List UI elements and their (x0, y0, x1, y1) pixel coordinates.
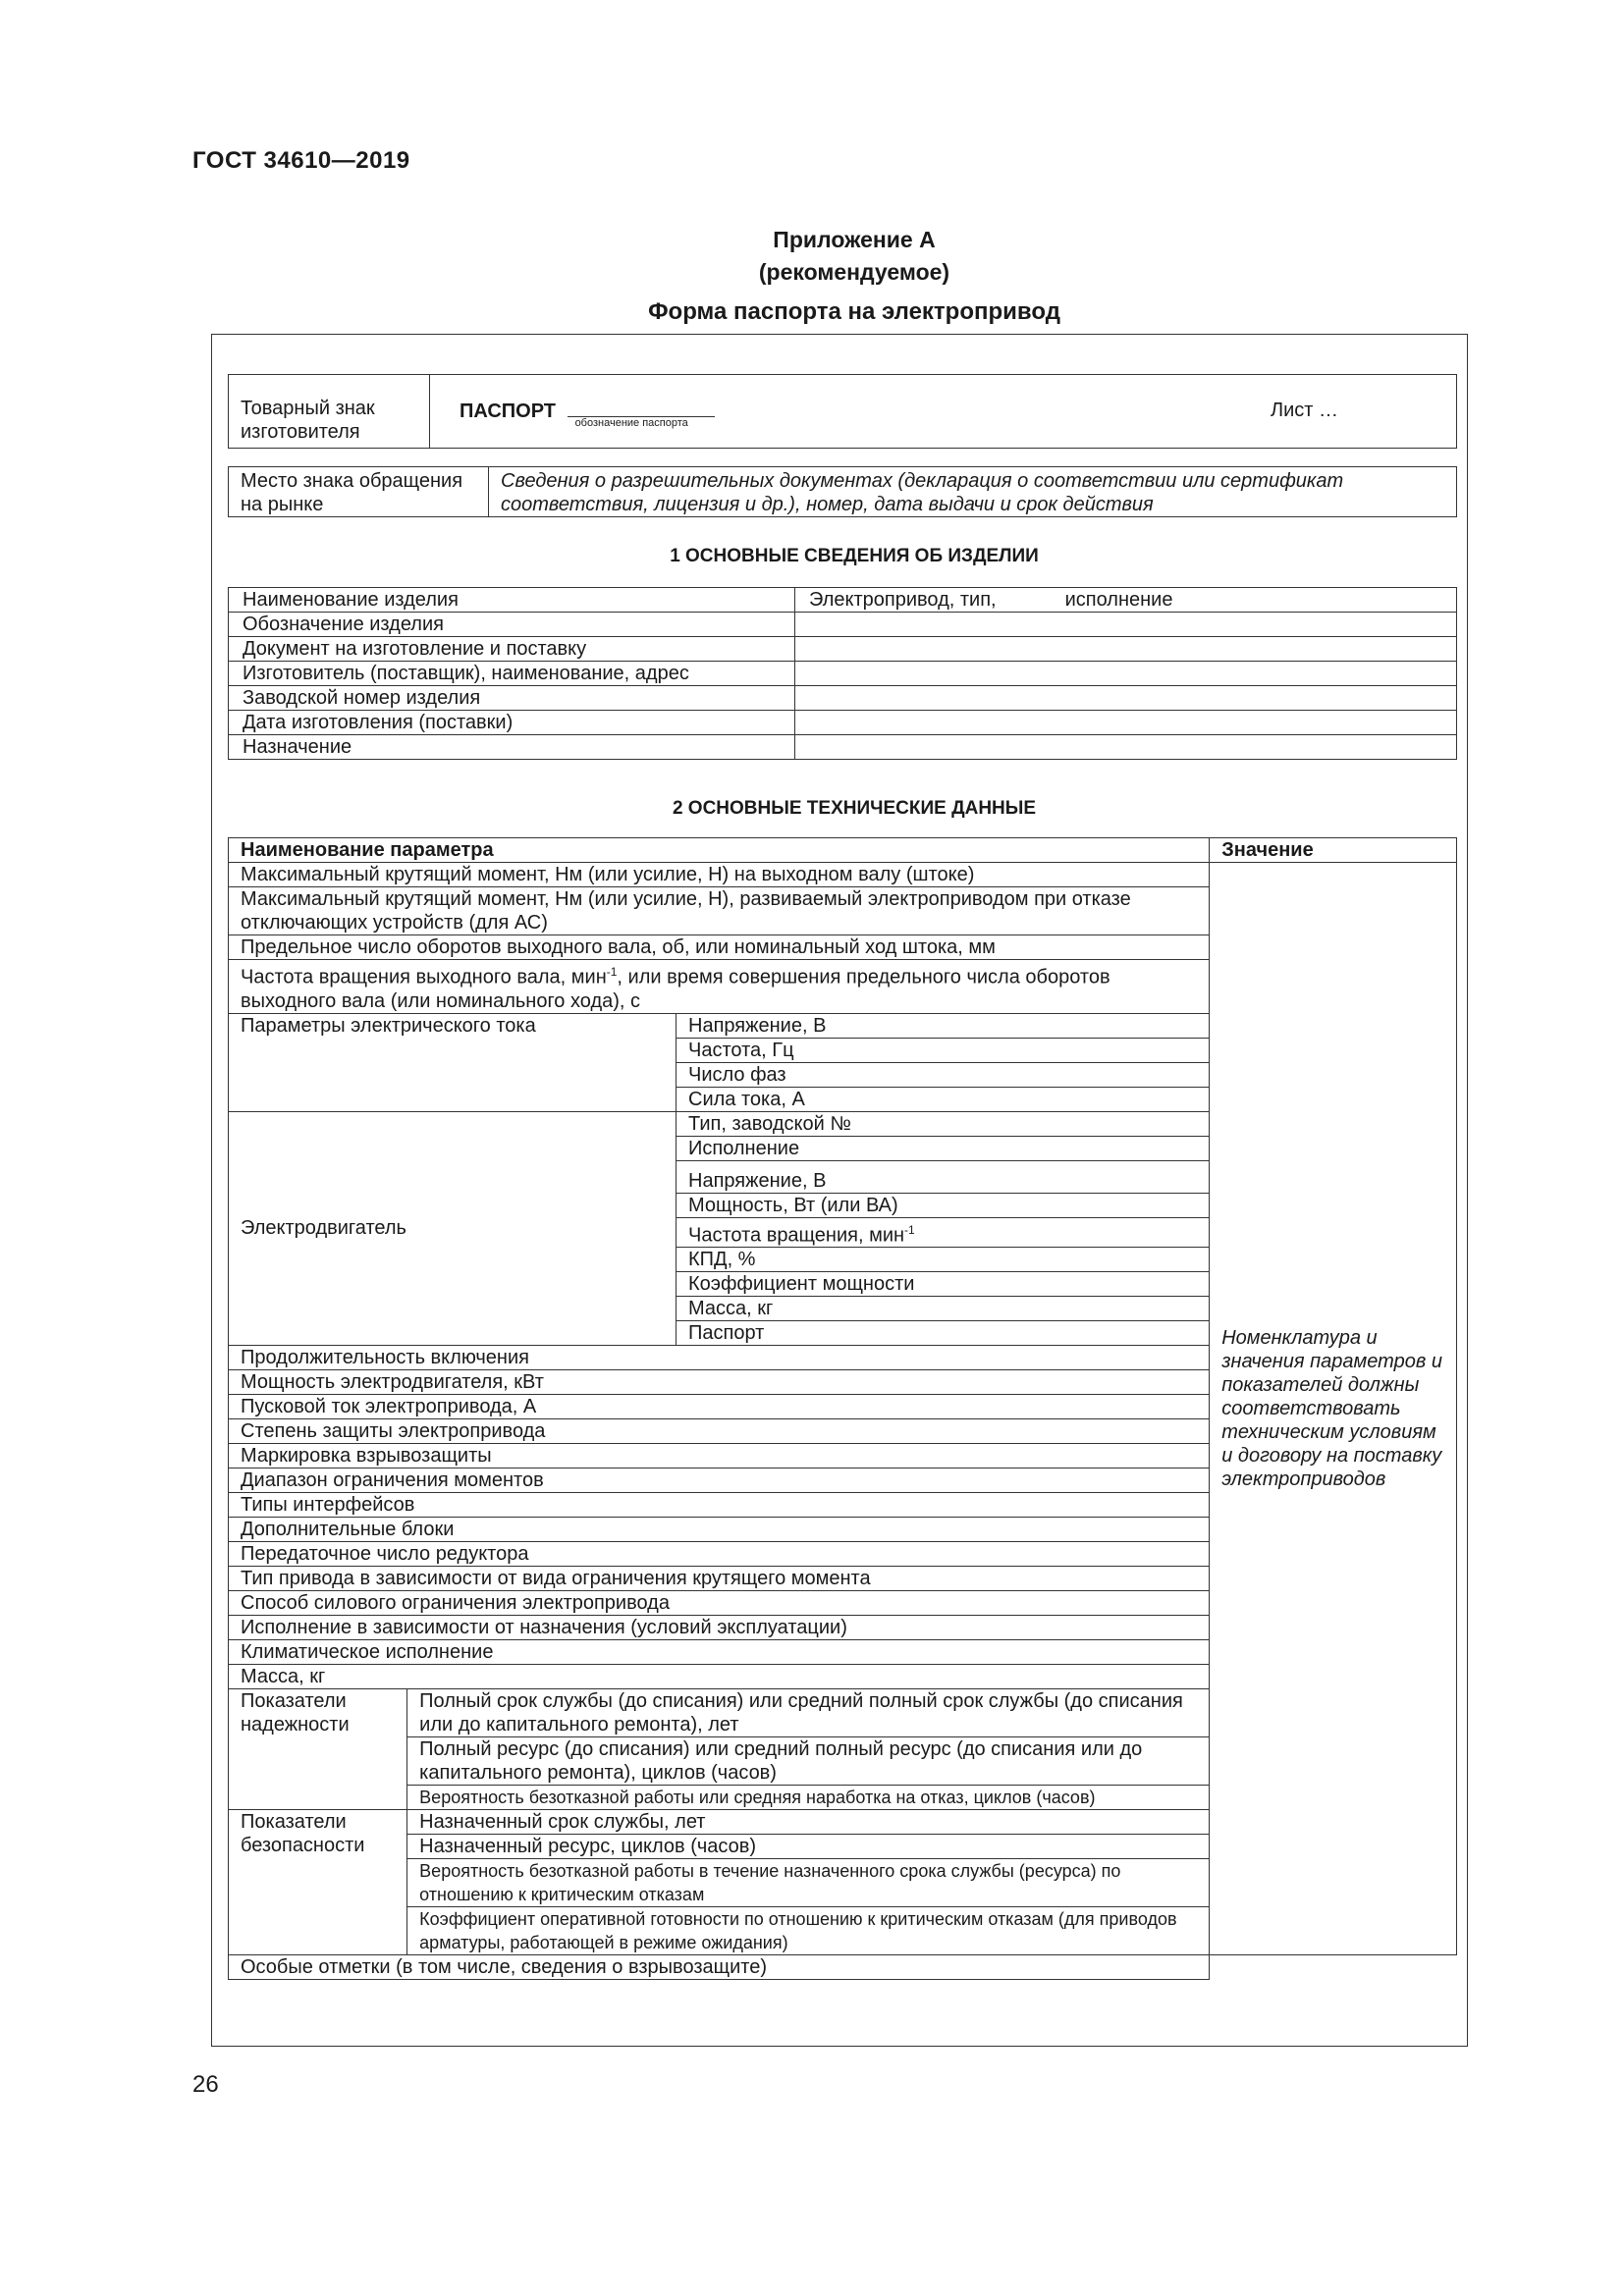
product-type-label: Электропривод, тип, (809, 589, 997, 611)
param-label: Максимальный крутящий момент, Нм (или усилие, Н) на выходном валу (штоке) (229, 863, 1210, 887)
param-row (229, 1955, 1457, 1980)
param-label: Степень защиты электропривода (229, 1419, 1210, 1444)
info-value[interactable] (795, 662, 1457, 686)
passport-label: ПАСПОРТ (460, 400, 556, 422)
info-label: Наименование изделия (229, 588, 795, 613)
sub-param-label: Коэффициент мощности (677, 1272, 1210, 1297)
appendix-subtitle: (рекомендуемое) (758, 259, 950, 285)
group-label-safety: Показатели безопасности (229, 1810, 407, 1955)
trademark-cell (229, 375, 430, 449)
group-label-reliability: Показатели надежности (229, 1689, 407, 1810)
passport-title-cell (430, 375, 1457, 449)
param-label: Предельное число оборотов выходного вала, об, или номинальный ход штока, мм (229, 935, 1210, 960)
sub-param-label: Мощность, Вт (или ВА) (677, 1193, 1210, 1217)
info-value[interactable] (795, 637, 1457, 662)
info-label: Изготовитель (поставщик), наименование, адрес (229, 662, 795, 686)
param-label-speed (229, 960, 1210, 1014)
param-label: Продолжительность включения (229, 1346, 1210, 1370)
info-label: Документ на изготовление и поставку (229, 637, 795, 662)
info-label: Назначение (229, 735, 795, 760)
sub-param-label: Полный срок службы (до списания) или средний полный срок службы (до списания или до капитального ремонта), лет (407, 1689, 1210, 1737)
designation-underline (568, 399, 715, 429)
sheet-label: Лист … (1270, 400, 1338, 421)
group-label-motor: Электродвигатель (229, 1111, 677, 1346)
permits-text: Сведения о разрешительных документах (декларация о соответствии или сертификат соответствия, лицензия и др.), номер, дата выдачи и срок действия (501, 470, 1344, 515)
info-value[interactable] (795, 686, 1457, 711)
value-note-cell (1210, 863, 1457, 1955)
param-row (229, 838, 1457, 863)
param-label: Исполнение в зависимости от назначения (условий эксплуатации) (229, 1616, 1210, 1640)
param-label: Маркировка взрывозащиты (229, 1444, 1210, 1468)
speed-exponent: -1 (606, 965, 618, 979)
section2-table (228, 837, 1457, 1980)
info-row (229, 711, 1457, 735)
info-label: Заводской номер изделия (229, 686, 795, 711)
market-sign-cell (229, 467, 489, 517)
param-column-header: Наименование параметра (229, 838, 1210, 863)
info-value[interactable] (795, 711, 1457, 735)
sub-param-label: Сила тока, А (677, 1087, 1210, 1111)
sub-param-label: Назначенный ресурс, циклов (часов) (407, 1835, 1210, 1859)
form-title: Форма паспорта на электропривод (648, 298, 1060, 325)
info-row (229, 735, 1457, 760)
section1-table (228, 587, 1457, 760)
info-row (229, 662, 1457, 686)
param-label: Климатическое исполнение (229, 1640, 1210, 1665)
appendix-title: Приложение А (773, 227, 936, 252)
sub-param-label: КПД, % (677, 1248, 1210, 1272)
sub-param-label: Коэффициент оперативной готовности по отношению к критическим отказам (для приводов арматуры, работающей в режиме ожидания) (407, 1907, 1210, 1955)
value-column-header: Значение (1210, 838, 1457, 863)
sub-param-label: Напряжение, В (677, 1013, 1210, 1038)
info-value[interactable] (795, 588, 1457, 613)
sub-param-label: Полный ресурс (до списания) или средний полный ресурс (до списания или до капитального ремонта), циклов (часов) (407, 1737, 1210, 1786)
param-row (229, 863, 1457, 887)
sub-param-label: Паспорт (677, 1321, 1210, 1346)
market-sign-label: Место знака обращения на рынке (241, 470, 463, 515)
sub-param-label-speed (677, 1217, 1210, 1248)
param-label: Пусковой ток электропривода, А (229, 1395, 1210, 1419)
special-marks-label: Особые отметки (в том числе, сведения о взрывозащите) (229, 1955, 1210, 1980)
info-value[interactable] (795, 613, 1457, 637)
trademark-label: Товарный знак изготовителя (241, 398, 375, 443)
param-label: Диапазон ограничения моментов (229, 1468, 1210, 1493)
param-label: Масса, кг (229, 1665, 1210, 1689)
sub-param-label: Масса, кг (677, 1297, 1210, 1321)
permits-cell (489, 467, 1457, 517)
page-number: 26 (192, 2071, 219, 2098)
param-label: Максимальный крутящий момент, Нм (или усилие, Н), развиваемый электроприводом при отказе отключающих устройств (для АС) (229, 887, 1210, 935)
sub-param-label: Число фаз (677, 1062, 1210, 1087)
section1-title: 1 ОСНОВНЫЕ СВЕДЕНИЯ ОБ ИЗДЕЛИИ (670, 546, 1039, 566)
speed-text-b: , или время совершения предельного числа оборотов выходного вала (или номинального хода), с (241, 966, 1110, 1012)
param-label: Дополнительные блоки (229, 1518, 1210, 1542)
product-variant-label: исполнение (1064, 589, 1173, 611)
info-row (229, 686, 1457, 711)
sub-param-label: Частота, Гц (677, 1038, 1210, 1062)
sub-param-label: Вероятность безотказной работы в течение назначенного срока службы (ресурса) по отношению к критическим отказам (407, 1859, 1210, 1907)
info-row (229, 637, 1457, 662)
info-label: Дата изготовления (поставки) (229, 711, 795, 735)
sub-param-label: Исполнение (677, 1136, 1210, 1160)
param-label: Тип привода в зависимости от вида ограничения крутящего момента (229, 1567, 1210, 1591)
section2-title: 2 ОСНОВНЫЕ ТЕХНИЧЕСКИЕ ДАННЫЕ (672, 798, 1037, 819)
param-label: Мощность электродвигателя, кВт (229, 1370, 1210, 1395)
motor-speed-text: Частота вращения, мин (688, 1224, 905, 1247)
info-label: Обозначение изделия (229, 613, 795, 637)
value-note: Номенклатура и значения параметров и показателей должны соответствовать техническим условиям и договору на поставку электроприводов (1221, 1327, 1442, 1491)
sub-param-label: Назначенный срок службы, лет (407, 1810, 1210, 1835)
info-row (229, 613, 1457, 637)
motor-speed-exponent: -1 (904, 1222, 915, 1237)
sub-param-label: Напряжение, В (677, 1160, 1210, 1193)
param-label: Передаточное число редуктора (229, 1542, 1210, 1567)
group-label-current: Параметры электрического тока (229, 1013, 677, 1111)
designation-caption: обозначение паспорта (574, 417, 688, 429)
passport-header-table (228, 374, 1457, 449)
speed-text-a: Частота вращения выходного вала, мин (241, 966, 607, 988)
sub-param-label: Тип, заводской № (677, 1111, 1210, 1136)
info-row (229, 588, 1457, 613)
param-label: Типы интерфейсов (229, 1493, 1210, 1518)
param-label: Способ силового ограничения электропривода (229, 1591, 1210, 1616)
sub-param-label: Вероятность безотказной работы или средняя наработка на отказ, циклов (часов) (407, 1786, 1210, 1810)
market-permits-table (228, 466, 1457, 517)
document-code: ГОСТ 34610—2019 (192, 147, 410, 174)
info-value[interactable] (795, 735, 1457, 760)
